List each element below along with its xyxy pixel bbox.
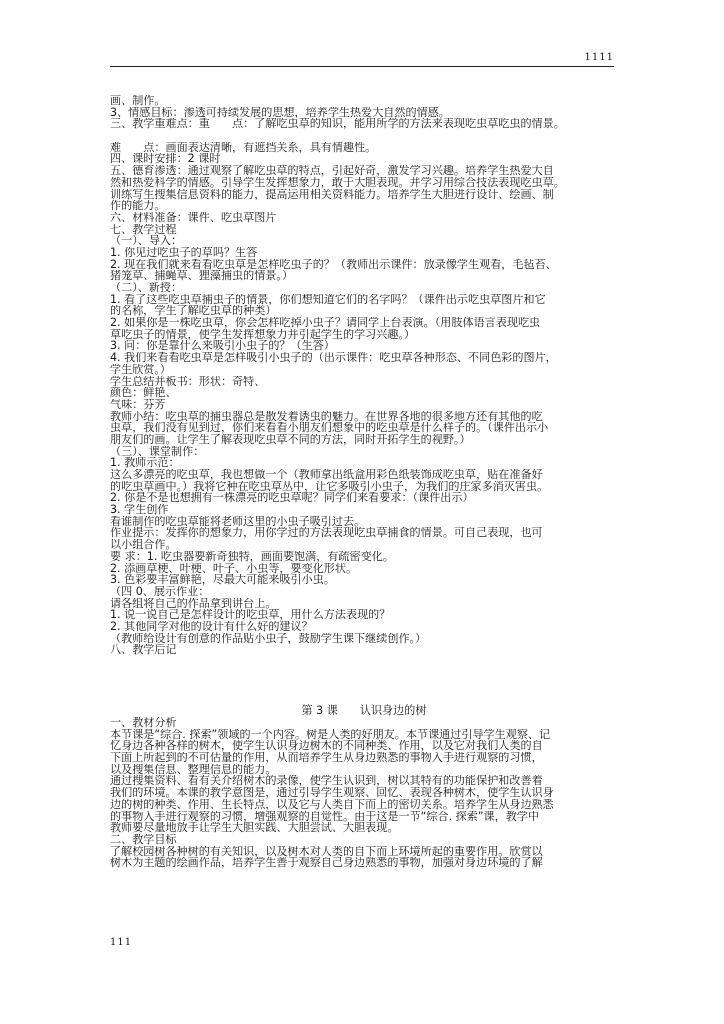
text-line: 本节课是“综合. 探索”领域的一个内容。树是人类的好朋友。本节课通过引导学生观察、记 <box>110 728 551 741</box>
text-line: 三、教学重难点：重 点：了解吃虫草的知识，能用所学的方法来表现吃虫草吃虫的情景。 <box>110 118 565 131</box>
footer-page-number: 111 <box>110 937 133 948</box>
section-spacer <box>110 656 618 704</box>
lesson-3-title <box>110 704 618 717</box>
text-line: 1. 你见过吃虫子的草吗？生答 <box>110 246 258 259</box>
blank-line <box>110 130 618 142</box>
text-line: （教师给设计有创意的作品贴小虫子，鼓励学生课下继续创作。） <box>110 632 427 645</box>
text-line: 1. 教师示范： <box>110 457 180 469</box>
text-line: 七、教学过程 <box>110 223 177 236</box>
text-line: 以小组合作。 <box>110 539 177 551</box>
lesson-3-section <box>110 717 618 869</box>
text-line: （一）、导入： <box>110 235 183 247</box>
text-line: 树木为主题的绘画作品，培养学生善于观察自己身边熟悉的事物，加强对身边环境的了解 <box>110 857 543 869</box>
text-line: 教师小结：吃虫草的捕虫器总是散发着诱虫的魅力。在世界各地的很多地方还有其他的吃 <box>110 410 543 423</box>
lesson-prev-section <box>110 95 618 656</box>
text-line: 颜色：鲜艳、 <box>110 387 177 399</box>
text-line: 忆身边各种各样的树木，使学生认识身边树木的不同种类、作用，以及它对我们人类的自 <box>110 740 543 753</box>
text-line: 作的能力。 <box>110 200 166 212</box>
text-line: 看谁制作的吃虫草能将老师这里的小虫子吸引过去。 <box>110 515 366 528</box>
text-line: 学生总结并板书：形状：奇特、 <box>110 375 266 388</box>
text-line: 2. 添画草梗、叶梗、叶子、小虫等，要变化形状。 <box>110 562 358 575</box>
text-line: 要 求：1. 吃虫器要新奇独特，画面要饱满，有疏密变化。 <box>110 550 394 563</box>
text-line: 然和热爱科学的情感。引导学生发挥想象力，敢于大胆表现。并学习用综合技法表现吃虫草。 <box>110 176 565 189</box>
text-line: 气味：芬芳 <box>110 398 166 411</box>
text-line: 一、教材分析 <box>110 717 177 729</box>
text-line: 2. 你是不是也想拥有一株漂亮的吃虫草呢？同学们来看要求：（课件出示） <box>110 492 474 505</box>
text-line: 虫草，我们没有见到过，你们来看看小朋友们想象中的吃虫草是什么样子的。（课件出示小 <box>110 422 549 434</box>
text-line: （三）、课堂制作： <box>110 445 205 458</box>
text-line: 了解校园树各种树的有关知识，以及树木对人类的自下而上环境所起的重要作用。欣赏以 <box>110 845 543 858</box>
text-line: 的吃虫草画中。）我将它种在吃虫草丛中，让它多吸引小虫子，为我们的庄家多消灭害虫。 <box>110 480 549 493</box>
text-line: 画、制作。 <box>110 95 166 107</box>
lesson-3-name: 认识身边的树 <box>359 704 427 717</box>
text-line: 2. 如果你是一株吃虫草，你会怎样吃掉小虫子？请同学上台表演。（用肢体语言表现吃虫 <box>110 317 541 329</box>
text-line: 教师要尽量地放手让学生大胆实践、大胆尝试、大胆表现。 <box>110 822 399 834</box>
text-line: 1. 看了这些吃虫草捕虫子的情景，你们想知道它们的名字吗？（课件出示吃虫草图片和它 <box>110 293 546 306</box>
text-line: 八、教学后记 <box>110 644 177 656</box>
text-line: 通过搜集资料、看有关介绍树木的录像，使学生认识到，树以其特有的功能保护和改善着 <box>110 775 543 788</box>
text-line: 3. 学生创作 <box>110 504 169 516</box>
text-line: （四 0、展示作业： <box>110 585 210 598</box>
text-line: 四、课时安排：2 课时 <box>110 153 221 166</box>
header-page-number: 1111 <box>584 52 614 63</box>
text-line: 以及搜集信息、整理信息的能力。 <box>110 763 277 776</box>
text-line: 下面上所起到的不可估量的作用，从而培养学生从身边熟悉的事物入手进行观察的习惯， <box>110 752 543 764</box>
text-line: 难 点：画面表达清晰，有遮挡关系，具有情趣性。 <box>110 141 377 154</box>
text-line: （二）、新授： <box>110 282 183 294</box>
text-line: 请各组将自己的作品拿到讲台上。 <box>110 597 277 610</box>
header-rule <box>110 66 614 67</box>
text-line: 猪笼草、捕蝇草、狸藻捕虫的情景。） <box>110 270 294 282</box>
text-line: 2. 其他同学对他的设计有什么好的建议？ <box>110 620 313 633</box>
text-line: 学生欣赏。） <box>110 363 172 376</box>
text-line: 我们的环境。本课的教学意图是，通过引导学生观察、回忆、表现各种树木，使学生认识身 <box>110 787 554 799</box>
text-line: 的名称，学生了解吃虫草的种类） <box>110 305 277 318</box>
text-line: 3. 色彩要丰富鲜艳，尽最大可能来吸引小虫。 <box>110 574 335 586</box>
text-line: 训练写生搜集信息资料的能力，提高运用相关资料能力。培养学生大胆进行设计、绘画、制 <box>110 188 554 201</box>
text-line: 1. 说一说自己是怎样设计的吃虫草，用什么方法表现的？ <box>110 609 391 621</box>
text-line: 3. 问：你是靠什么来吸引小虫子的？（生答） <box>110 340 335 353</box>
text-line: 2. 现在我们就来看看吃虫草是怎样吃虫子的？（教师出示课件：放录像学生观看，毛毡苔、 <box>110 258 557 271</box>
text-line: 这么多漂亮的吃虫草，我也想做一个（教师拿出纸盒用彩色纸装饰成吃虫草，贴在准备好 <box>110 469 543 481</box>
text-line: 二、教学目标 <box>110 833 177 846</box>
text-line: 朋友们的画。让学生了解表现吃虫草不同的方法，同时开拓学生的视野。） <box>110 433 471 446</box>
lesson-3-number: 第 3 课 <box>301 704 338 717</box>
text-line: 的事物入手进行观察的习惯，增强观察的自觉性。由于这是一节“综合. 探索”课，教学中 <box>110 810 540 823</box>
document-body <box>110 95 618 869</box>
text-line: 草吃虫子的情景，使学生发挥想象力并引起学生的学习兴趣。） <box>110 328 416 341</box>
text-line: 4. 我们来看看吃虫草是怎样吸引小虫子的（出示课件：吃虫草各种形态、不同色彩的图片， <box>110 352 557 364</box>
text-line: 六、材料准备：课件、吃虫草图片 <box>110 211 277 224</box>
text-line: 五、德育渗透：通过观察了解吃虫草的特点，引起好奇，激发学习兴趣。培养学生热爱大自 <box>110 165 554 177</box>
text-line: 作业提示：发挥你的想象力，用你学过的方法表现吃虫草捕食的情景。可自己表现，也可 <box>110 527 543 540</box>
text-line: 3、情感目标：渗透可持续发展的思想，培养学生热爱大自然的情感。 <box>110 106 450 119</box>
text-line: 边的树的种类、作用、生长特点，以及它与人类自下而上的密切关系。培养学生从身边熟悉 <box>110 798 554 811</box>
